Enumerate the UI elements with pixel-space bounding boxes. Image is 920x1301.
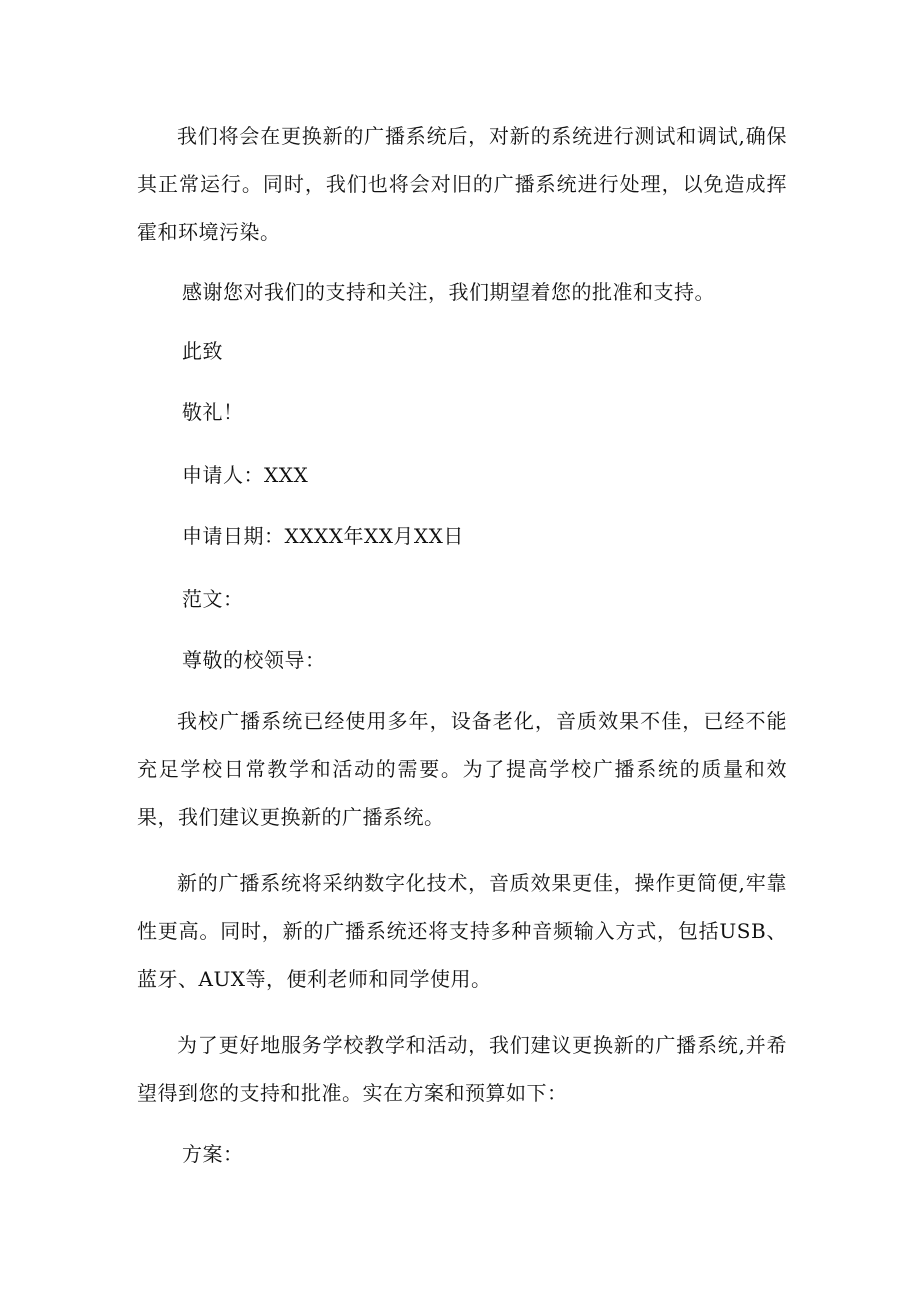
paragraph-thanks: 感谢您对我们的支持和关注，我们期望着您的批准和支持。 [182, 280, 715, 304]
applicant-line: 申请人：XXX [182, 463, 309, 487]
paragraph-new-system: 新的广播系统将采纳数字化技术，音质效果更佳，操作更简便,牢靠性更高。同时，新的广播系统还将支持多种音频输入方式，包括USB、蓝牙、AUX等，便利老师和同学使用。 [137, 871, 787, 991]
application-date-line: 申请日期：XXXX年XX月XX日 [182, 524, 464, 548]
closing-jingli: 敬礼！ [182, 400, 244, 424]
sample-heading: 范文： [182, 587, 244, 611]
paragraph-request: 为了更好地服务学校教学和活动，我们建议更换新的广播系统,并希望得到您的支持和批准。实在方案和预算如下： [137, 1033, 787, 1105]
closing-cizhi: 此致 [182, 339, 223, 363]
paragraph-current-system: 我校广播系统已经使用多年，设备老化，音质效果不佳，已经不能充足学校日常教学和活动的需要。为了提高学校广播系统的质量和效果，我们建议更换新的广播系统。 [137, 709, 787, 829]
paragraph-testing-and-disposal: 我们将会在更换新的广播系统后，对新的系统进行测试和调试,确保其正常运行。同时，我们也将会对旧的广播系统进行处理，以免造成挥霍和环境污染。 [137, 124, 787, 244]
salutation: 尊敬的校领导： [182, 648, 326, 672]
plan-heading: 方案： [182, 1142, 244, 1166]
